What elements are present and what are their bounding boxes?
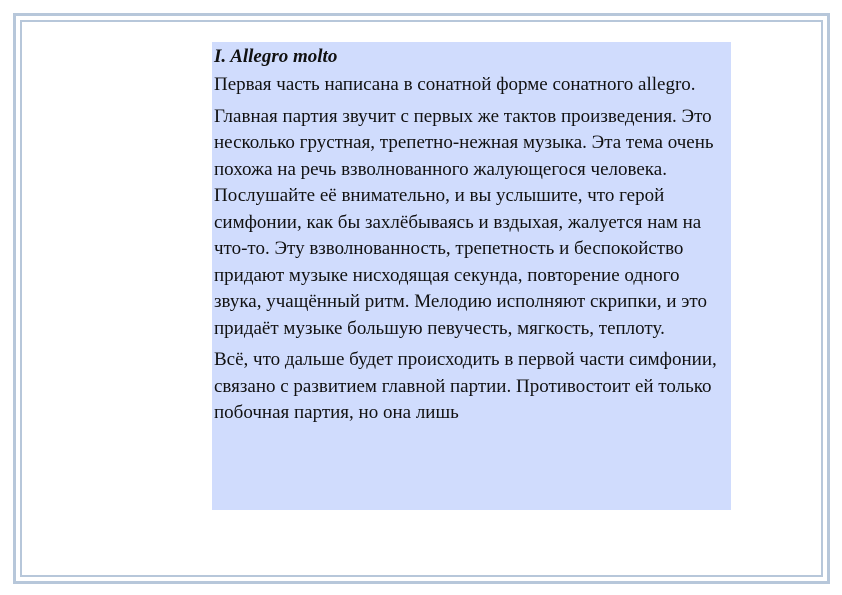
paragraph-development: Всё, что дальше будет происходить в первой части симфонии, связано с развитием главной партии. Противостоит ей только побочная партия, но она лишь: [214, 349, 717, 423]
paragraph-intro: Первая часть написана в сонатной форме сонатного allegro.: [214, 74, 696, 95]
text-box: [212, 42, 731, 510]
paragraph-main-theme: Главная партия звучит с первых же тактов произведения. Это несколько грустная, трепетно-нежная музыка. Эта тема очень похожа на речь взволнованного жалующегося человека. Послушайте её внимательно, и вы услышите, что герой симфонии, как бы захлёбываясь и вздыхая, жалуется нам на что-то. Эту взволнованность, трепетность и беспокойство придают музыке нисходящая секунда, повторение одного звука, учащённый ритм. Мелодию исполняют скрипки, и это придаёт музыке большую певучесть, мягкость, теплоту.: [214, 105, 714, 339]
section-heading: I. Allegro molto: [214, 46, 338, 67]
